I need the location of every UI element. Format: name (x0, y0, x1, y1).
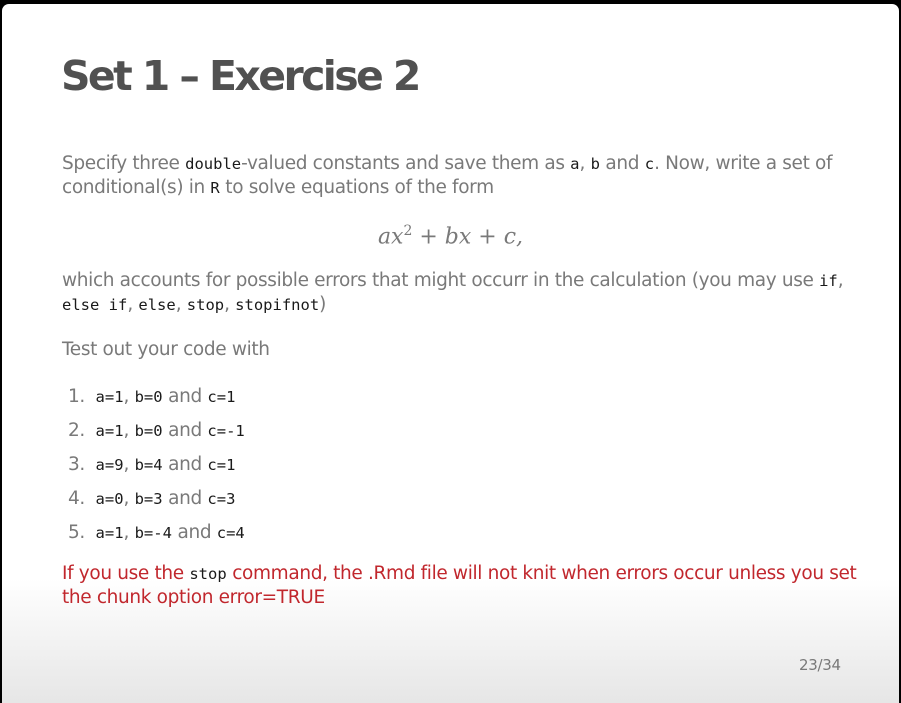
intro-text: . Now, write a set of conditional(s) in (62, 153, 833, 198)
intro-text: , (579, 153, 591, 174)
inline-code: stop (186, 296, 225, 314)
inline-code: a=1 (95, 388, 124, 406)
inline-code: if (819, 272, 838, 290)
equation-term: + bx + c, (412, 224, 524, 250)
inline-code: c=4 (216, 524, 245, 542)
list-number: 2. (68, 420, 85, 441)
quadratic-equation (2, 223, 899, 249)
inline-code: else (138, 296, 176, 314)
inline-code: c (644, 155, 655, 173)
inline-code: a=9 (95, 456, 124, 474)
inline-code: b=3 (134, 490, 163, 508)
slide-title: Set 1 – Exercise 2 (61, 52, 419, 100)
inline-code: c=1 (207, 456, 236, 474)
list-number: 1. (68, 386, 85, 407)
inline-code: b=4 (134, 456, 163, 474)
test-case-list (68, 380, 245, 550)
inline-code: double (185, 155, 242, 173)
errors-paragraph (62, 269, 852, 317)
inline-code: c=3 (207, 490, 236, 508)
inline-code: R (210, 179, 220, 197)
intro-text: to solve equations of the form (219, 177, 494, 198)
errors-text: which accounts for possible errors that might occurr in the calculation (you may use (62, 270, 820, 291)
errors-text: ) (319, 294, 327, 315)
intro-text: -valued constants and save them as (241, 153, 571, 174)
intro-text: Specify three (62, 153, 186, 174)
separator: , (123, 522, 135, 543)
intro-paragraph (62, 152, 852, 200)
inline-code: else if (62, 296, 128, 314)
warning-text: If you use the (62, 563, 190, 584)
test-case-item (68, 414, 245, 448)
warning-text: command, the .Rmd file will not knit when errors occur unless you set the chunk option error=TRUE (62, 563, 857, 608)
test-case-item (68, 482, 245, 516)
separator: and (162, 454, 208, 475)
separator: and (162, 420, 208, 441)
inline-code: a=1 (95, 422, 124, 440)
separator: and (162, 386, 208, 407)
slide (2, 4, 899, 703)
list-number: 4. (68, 488, 85, 509)
test-case-item (68, 380, 245, 414)
separator: , (123, 420, 135, 441)
inline-code: b (590, 155, 600, 173)
list-number: 3. (68, 454, 85, 475)
test-case-item (68, 516, 245, 550)
inline-code: b=0 (134, 422, 163, 440)
list-number: 5. (68, 522, 85, 543)
slide-page-number: 23/34 (799, 656, 841, 674)
inline-code: a=0 (95, 490, 124, 508)
inline-code: a (570, 155, 580, 173)
separator: , (837, 270, 844, 291)
inline-code: b=0 (134, 388, 163, 406)
inline-code: a=1 (95, 524, 124, 542)
separator: , (123, 386, 135, 407)
inline-code: b=-4 (134, 524, 172, 542)
separator: , (123, 488, 135, 509)
separator: and (162, 488, 208, 509)
separator: and (171, 522, 217, 543)
intro-text: and (599, 153, 645, 174)
inline-code: stopifnot (235, 296, 320, 314)
inline-code: c=-1 (207, 422, 245, 440)
inline-code: c=1 (207, 388, 236, 406)
separator: , (123, 454, 135, 475)
separator: , (175, 294, 187, 315)
equation-term: ax (377, 224, 404, 250)
inline-code: stop (189, 565, 227, 583)
equation-exponent: 2 (403, 223, 413, 239)
separator: , (224, 294, 236, 315)
test-intro: Test out your code with (62, 339, 270, 360)
test-case-item (68, 448, 245, 482)
separator: , (127, 294, 139, 315)
warning-note (62, 562, 862, 610)
